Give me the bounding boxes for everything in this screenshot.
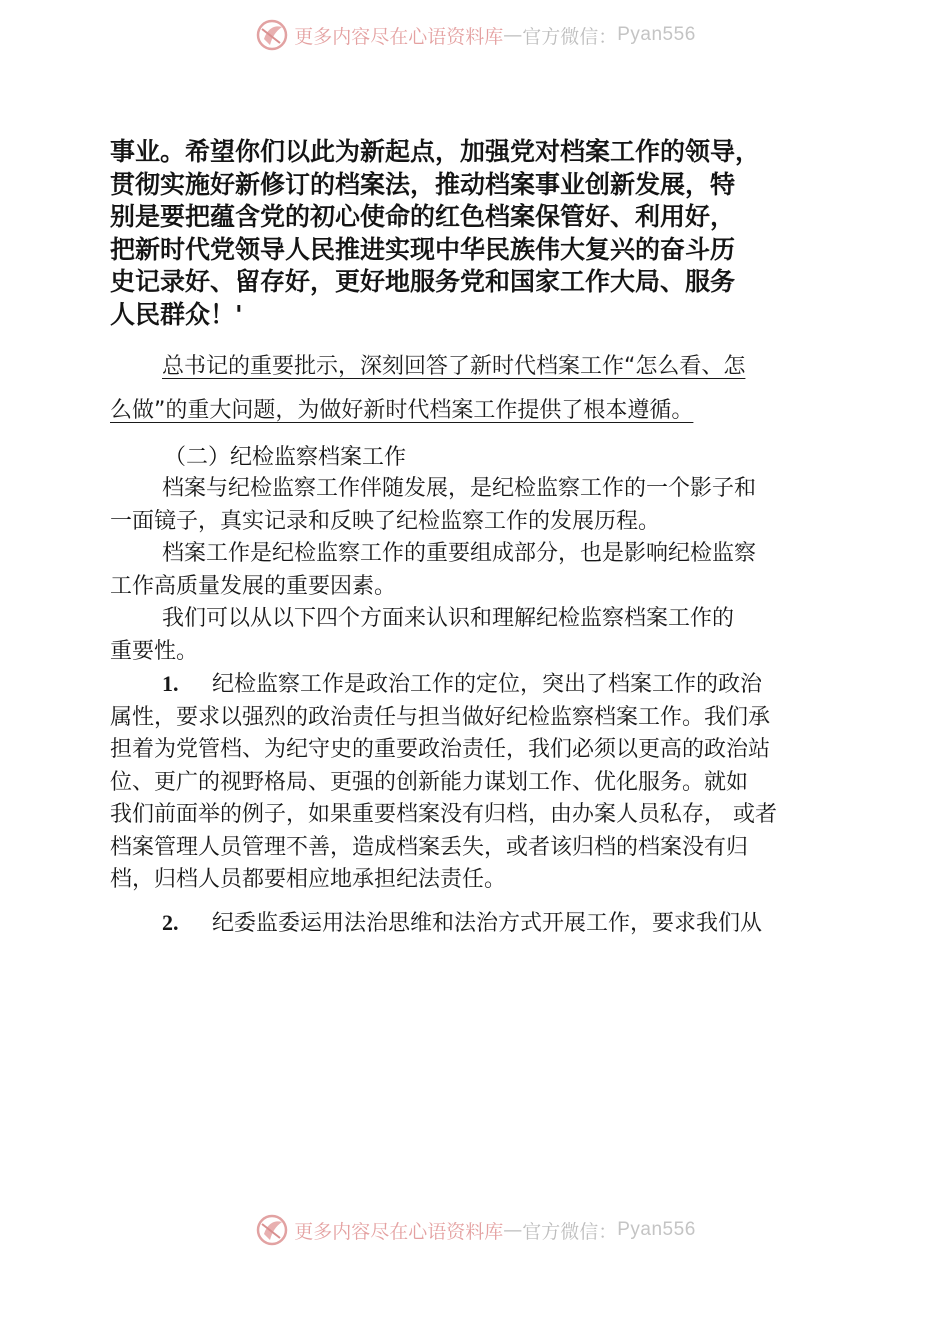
list-item-line: 属性，要求以强烈的政治责任与担当做好纪检监察档案工作。我们承	[110, 704, 771, 730]
quote-line: 史记录好、留存好，更好地服务党和国家工作大局、服务	[110, 267, 736, 296]
list-item-line: 档，归档人员都要相应地承担纪法责任。	[110, 867, 507, 892]
summary-paragraph	[110, 345, 870, 433]
list-item-number: 1.	[162, 671, 179, 696]
watermark-brand-text: 更多内容尽在心语资料库	[294, 25, 504, 48]
body-line: 我们可以从以下四个方面来认识和理解纪检监察档案工作的	[162, 606, 735, 631]
quote-line: 贯彻实施好新修订的档案法，推动档案事业创新发展，特	[110, 169, 736, 199]
body-line: 档案工作是纪检监察工作的重要组成部分，也是影响纪检监察	[162, 541, 757, 566]
list-item-line: 位、更广的视野格局、更强的创新能力谋划工作、优化服务。就如	[110, 769, 749, 795]
summary-text: 总书记的重要批示，深刻回答了新时代档案工作“怎么看、怎	[162, 354, 746, 379]
summary-line	[110, 345, 870, 389]
footer-watermark	[0, 1210, 950, 1250]
brand-logo-icon	[254, 1212, 290, 1248]
brand-logo-icon	[254, 17, 290, 53]
list-item-line: 担着为党管档、为纪守史的重要政治责任，我们必须以更高的政治站	[110, 737, 771, 762]
body-paragraph	[110, 603, 870, 668]
watermark-dash: —	[503, 24, 523, 46]
list-item-2	[110, 907, 870, 941]
quote-paragraph	[110, 136, 870, 331]
list-item-1	[110, 668, 870, 897]
quote-line: 别是要把蕴含党的初心使命的红色档案保管好、利用好，	[110, 202, 736, 231]
body-line: 档案与纪检监察工作伴随发展，是纪检监察工作的一个影子和	[162, 476, 757, 501]
body-line: 重要性。	[110, 638, 199, 664]
list-item-text: 纪委监委运用法治思维和法治方式开展工作，要求我们从	[212, 910, 763, 936]
body-paragraph	[110, 473, 870, 538]
header-watermark	[0, 15, 950, 55]
body-line: 工作高质量发展的重要因素。	[110, 573, 397, 599]
summary-line	[110, 389, 870, 433]
list-item-line: 我们前面举的例子，如果重要档案没有归档，由办案人员私存， 或者	[110, 802, 777, 827]
document-body	[110, 136, 870, 940]
list-item-first-line	[110, 668, 870, 702]
section-heading: （二）纪检监察档案工作	[164, 445, 407, 470]
watermark-dash: —	[503, 1219, 523, 1241]
list-item-text: 纪检监察工作是政治工作的定位，突出了档案工作的政治	[212, 672, 763, 697]
watermark-wechat-id: Pyan556	[617, 24, 696, 45]
watermark-wechat-id: Pyan556	[617, 1219, 696, 1240]
quote-line: 把新时代党领导人民推进实现中华民族伟大复兴的奋斗历	[110, 234, 736, 264]
quote-line: 事业。希望你们以此为新起点，加强党对档案工作的领导，	[110, 137, 761, 166]
body-paragraph	[110, 538, 870, 603]
list-item-first-line	[110, 907, 870, 941]
watermark-brand-text: 更多内容尽在心语资料库	[294, 1220, 504, 1243]
list-item-number: 2.	[162, 909, 179, 935]
body-line: 一面镜子，真实记录和反映了纪检监察工作的发展历程。	[110, 508, 661, 534]
list-item-line: 档案管理人员管理不善，造成档案丢失，或者该归档的档案没有归	[110, 834, 749, 860]
watermark-label: 官方微信：	[522, 25, 618, 48]
summary-text: 么做”的重大问题，为做好新时代档案工作提供了根本遵循。	[110, 398, 694, 423]
watermark-label: 官方微信：	[522, 1220, 618, 1243]
quote-line: 人民群众！'	[110, 299, 243, 329]
